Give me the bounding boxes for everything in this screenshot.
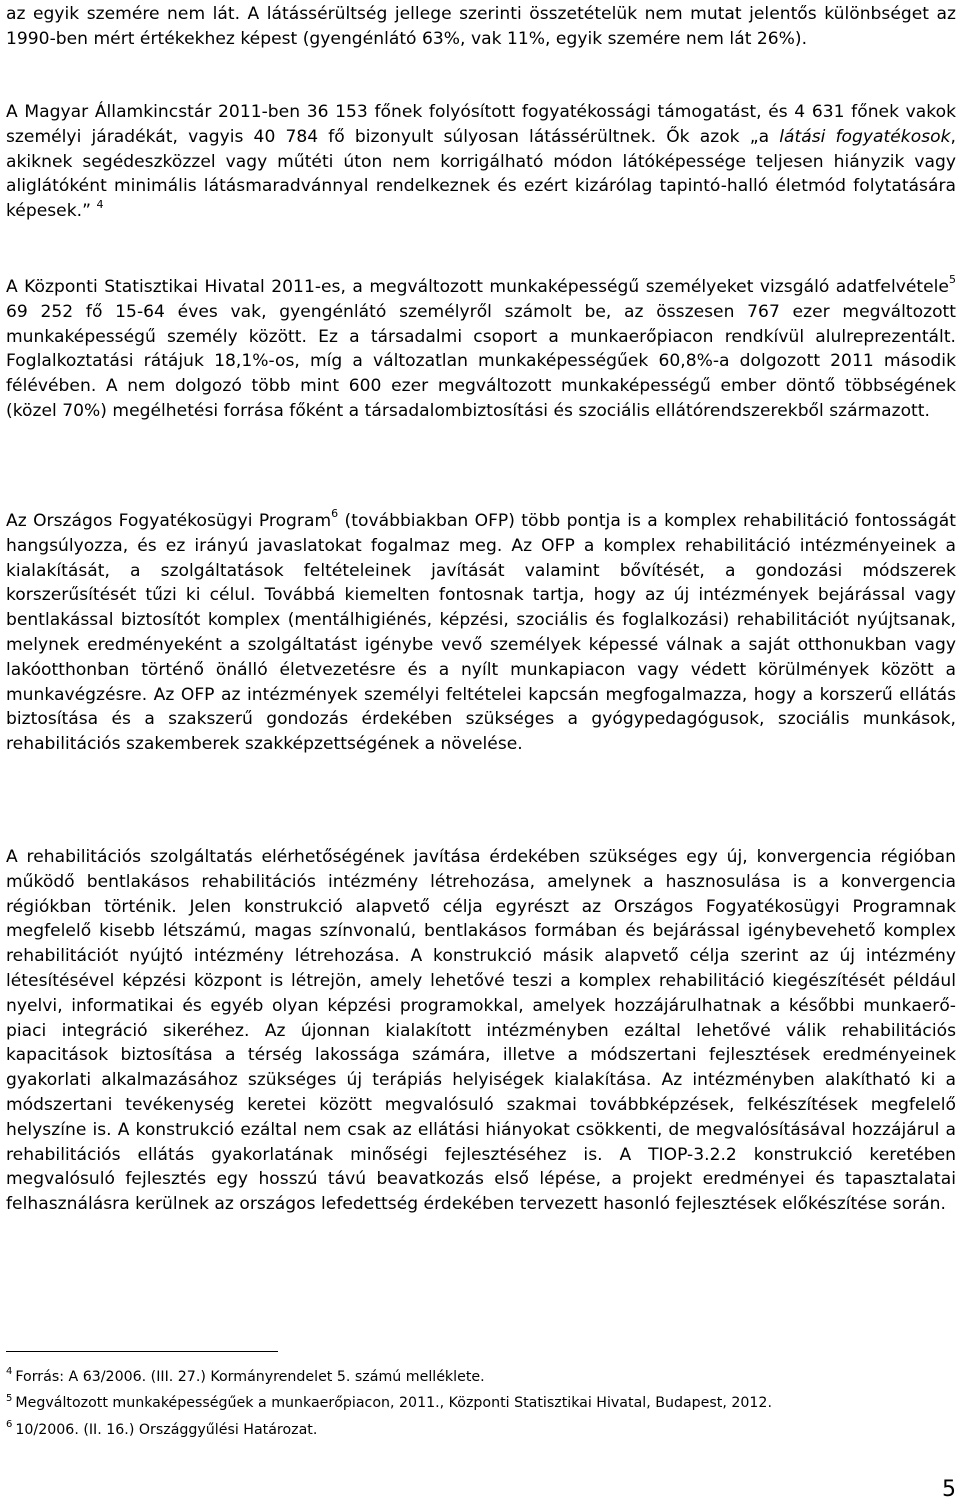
paragraph-2 xyxy=(6,100,956,224)
footnote-6 xyxy=(6,1417,946,1443)
paragraph-1-text: az egyik szemére nem lát. A látássérültség jellege szerinti összetételük nem mutat jelentős különbséget az 1990-ben mért értékekhez képest (gyengénlátó 63%, vak 11%, egyik szemére nem lát 26%). xyxy=(6,4,956,49)
paragraph-4-text-b: (továbbiakban OFP) több pontja is a komplex rehabilitáció fontosságát hangsúlyozza, és ez irányú javaslatokat fogalmaz meg. Az OFP a komplex rehabilitáció intézményeinek a kialakítását, a szolgáltatások feltételeinek javítását valamint bővítését, a gondozási módszerek korszerűsítését tűzi ki célul. Továbbá kiemelten fontosnak tartja, hogy az új intézmények bejárással vagy bentlakással biztosítót komplex (mentálhigiénés, képzési, szociális és foglalkozási) rehabilitációt nyújtsanak, melynek eredményeként a szolgáltatást igénybe vevő személyek képessé válnak a saját otthonukban vagy lakóotthonban történő önálló életvezetésre és a nyílt munkapiacon vagy védett körülmények között a munkavégzésre. Az OFP az intézmények személyi feltételei kapcsán megfogalmazza, hogy a korszerű ellátás biztosítása és a szakszerű gondozás érdekében szükséges a gyógypedagógusok, szociális munkások, rehabilitációs szakemberek szakképzettségének a növelése. xyxy=(6,511,956,755)
footnote-text: Megváltozott munkaképességűek a munkaerőpiacon, 2011., Központi Statisztikai Hivatal, Budapest, 2012. xyxy=(15,1395,772,1412)
footnotes xyxy=(6,1364,946,1443)
paragraph-2-italic-term: látási fogyatékosok xyxy=(779,126,951,147)
paragraph-3-text-b: 69 252 fő 15-64 éves vak, gyengénlátó személyről számolt be, az összesen 767 ezer megváltozott munkaképességű személy között. Ez a társadalmi csoport a munkaerőpiacon rendkívül alulreprezentált. Foglalkoztatási rátájuk 18,1%-os, míg a változatlan munkaképességűek 60,8%-a dolgozott 2011 második félévében. A nem dolgozó több mint 600 ezer megváltozott munkaképességű ember döntő többségének (közel 70%) megélhetési forrása főként a társadalombiztosítási és szociális ellátórendszerekből származott. xyxy=(6,301,956,421)
footnote-number: 4 xyxy=(6,1366,13,1378)
footnote-4 xyxy=(6,1364,946,1390)
footnote-ref-5[interactable]: 5 xyxy=(948,273,956,287)
footnote-number: 6 xyxy=(6,1419,13,1431)
paragraph-2-text-b: , akiknek segédeszközzel vagy műtéti úton nem korrigálható módon látóképessége teljesen hiányzik vagy aliglátóként minimális látásmaradvánnyal rendelkeznek és ezért kizárólag tapintó-halló életmód folytatására képesek.” xyxy=(6,126,956,222)
footnote-number: 5 xyxy=(6,1392,13,1404)
paragraph-1 xyxy=(6,2,956,52)
paragraph-3 xyxy=(6,275,956,424)
paragraph-4 xyxy=(6,509,956,757)
footnote-ref-4[interactable]: 4 xyxy=(96,197,104,211)
paragraph-4-text-a: Az Országos Fogyatékosügyi Program xyxy=(6,511,332,531)
footnote-5 xyxy=(6,1390,946,1416)
page-number: 5 xyxy=(942,1477,956,1502)
paragraph-3-text-a: A Központi Statisztikai Hivatal 2011-es, a megváltozott munkaképességű személyeket vizsgáló adatfelvétele xyxy=(6,277,949,297)
paragraph-5-text: A rehabilitációs szolgáltatás elérhetőségének javítása érdekében szükséges egy új, konvergencia régióban működő bentlakásos rehabilitációs intézmény létrehozása, amelynek a hasznosulása is a konvergencia régiókban történik. Jelen konstrukció alapvető célja egyrészt az Országos Fogyatékosügyi Programnak megfelelő kisebb létszámú, magas színvonalú, bentlakásos formában és bejárással igénybevehető komplex rehabilitációt nyújtó intézmény létrehozása. A konstrukció másik alapvető célja szerint az új intézmény létesítésével képzési központ is létrejön, amely lehetővé teszi a komplex rehabilitáció kiegészítését például nyelvi, informatikai és egyéb olyan képzési programokkal, amelyek hozzájárulhatnak a későbbi munkaerő-piaci integráció sikeréhez. Az újonnan kialakított intézményben ezáltal lehetővé válik rehabilitációs kapacitások biztosítása a térség lakossága számára, illetve a módszertani fejlesztések eredményeinek gyakorlati alkalmazásához szükséges új terápiás helyiségek kialakítása. Az intézményben alakítható ki a módszertani tevékenység keretei között megvalósuló szakmai továbbképzések, felkészítések megfelelő helyszíne is. A konstrukció ezáltal nem csak az ellátási hiányokat csökkenti, de megvalósításával hozzájárul a rehabilitációs ellátás gyakorlatának minőségi fejlesztéséhez is. A TIOP-3.2.2 konstrukció keretében megvalósuló fejlesztés egy hosszú távú beavatkozás első lépése, a projekt eredményei és tapasztalatai felhasználásra kerülnek az országos lefedettség érdekében tervezett hasonló fejlesztések előkészítése során. xyxy=(6,847,956,1215)
footnote-ref-6[interactable]: 6 xyxy=(331,507,339,521)
footnote-separator xyxy=(6,1351,278,1352)
paragraph-2-text-a: A Magyar Államkincstár 2011-ben 36 153 főnek folyósított fogyatékossági támogatást, és 4 631 főnek vakok személyi járadékát, vagyis 40 784 fő bizonyult súlyosan látássérültnek. Ők azok „a xyxy=(6,102,956,147)
paragraph-5 xyxy=(6,845,956,1217)
footnote-text: Forrás: A 63/2006. (III. 27.) Kormányrendelet 5. számú melléklete. xyxy=(15,1369,485,1385)
footnote-text: 10/2006. (II. 16.) Országgyűlési Határozat. xyxy=(15,1421,318,1438)
